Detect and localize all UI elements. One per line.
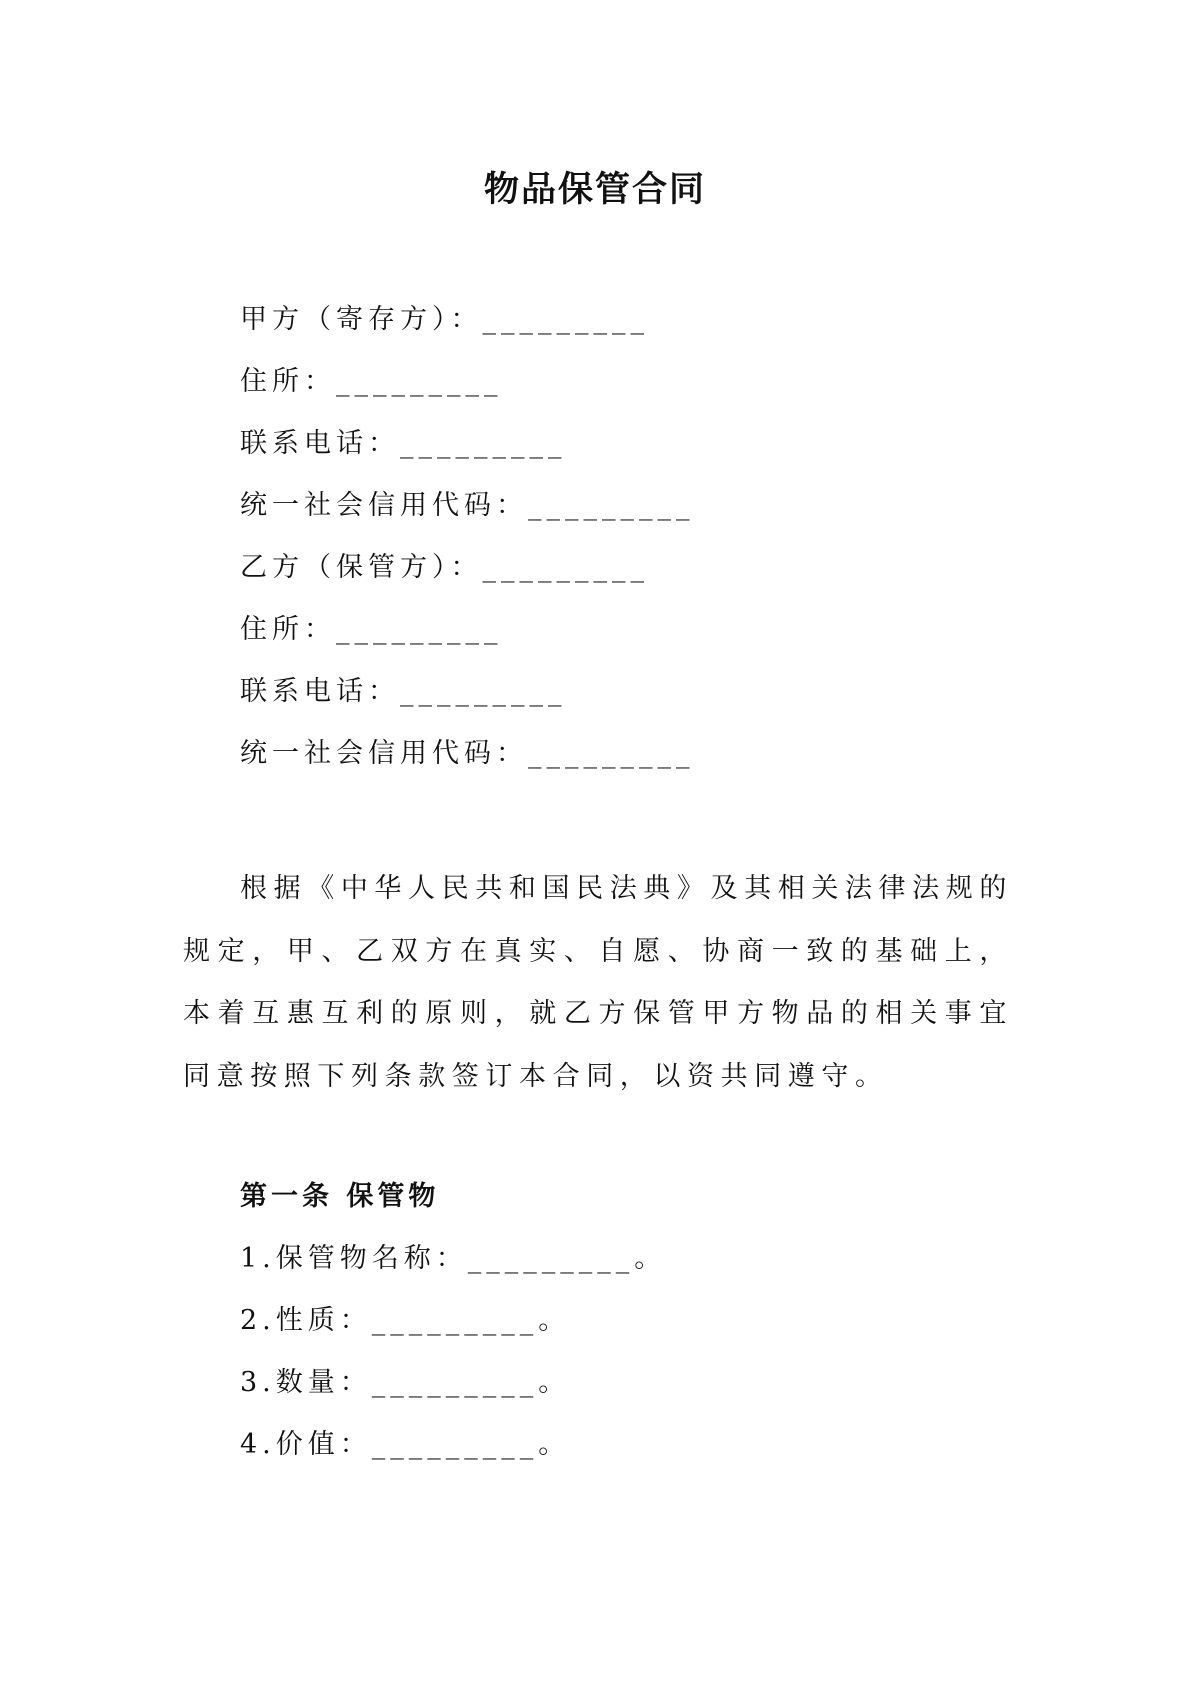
document-title: 物品保管合同 xyxy=(483,170,706,210)
article-item-quantity: 3.数量：_________。 xyxy=(240,1367,571,1398)
preamble-paragraph: 根据《中华人民共和国民法典》及其相关法律法规的规定，甲、乙双方在真实、自愿、协商一致的基础上，本着互惠互利的原则，就乙方保管甲方物品的相关事宜同意按照下列条款签订本合同，以资共同遵守。 xyxy=(183,873,1013,1092)
party-b-credit-code-line: 统一社会信用代码：_________ xyxy=(240,738,695,769)
party-info-list xyxy=(240,295,695,791)
party-a-phone-line: 联系电话：_________ xyxy=(240,428,567,459)
article-item-name: 1.保管物名称：_________。 xyxy=(240,1243,667,1274)
party-b-phone-line: 联系电话：_________ xyxy=(240,676,567,707)
party-a-name-line: 甲方（寄存方）：_________ xyxy=(240,304,649,335)
article-1-items xyxy=(240,1234,666,1482)
party-b-address-line: 住所：_________ xyxy=(240,614,503,645)
party-a-address-line: 住所：_________ xyxy=(240,366,503,397)
party-b-name-line: 乙方（保管方）：_________ xyxy=(240,552,649,583)
article-item-nature: 2.性质：_________。 xyxy=(240,1305,571,1336)
party-a-credit-code-line: 统一社会信用代码：_________ xyxy=(240,490,695,521)
article-item-value: 4.价值：_________。 xyxy=(240,1429,571,1460)
article-1-heading: 第一条 保管物 xyxy=(240,1181,440,1212)
